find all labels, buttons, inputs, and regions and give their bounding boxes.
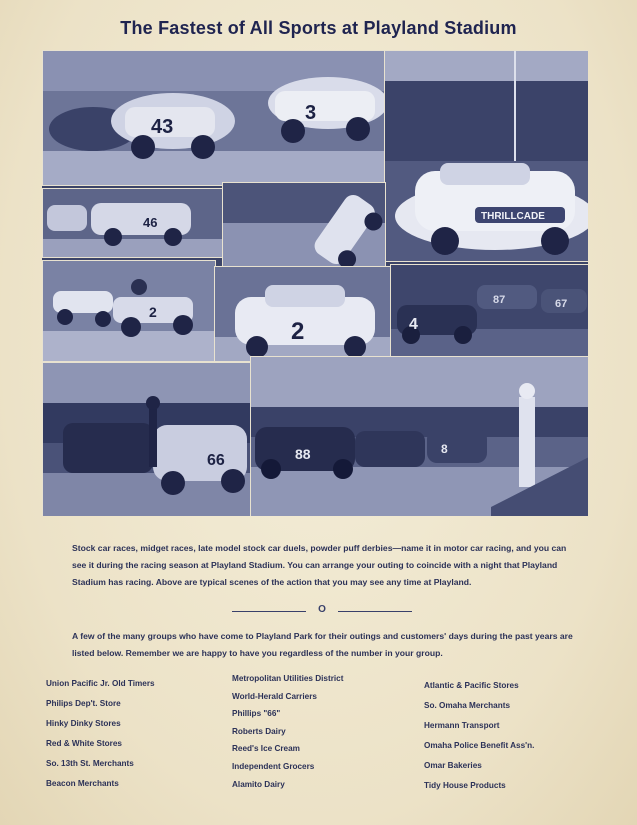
- sign-text: THRILLCADE: [481, 211, 545, 222]
- group-name: Metropolitan Utilities District: [232, 674, 344, 683]
- group-name: Tidy House Products: [424, 781, 506, 790]
- group-name: Phillips "66": [232, 709, 281, 719]
- page-title: The Fastest of All Sports at Playland Stadium: [120, 18, 517, 38]
- car-number-label: 2: [291, 318, 305, 345]
- photo-collage: [42, 50, 588, 516]
- group-name: Independent Grocers: [232, 761, 315, 771]
- group-name: Hermann Transport: [424, 721, 500, 730]
- group-name: Omar Bakeries: [424, 761, 482, 770]
- group-name: Alamito Dairy: [232, 779, 285, 789]
- photo-thrillcade-car: [384, 50, 588, 262]
- divider-mark: O: [318, 604, 326, 615]
- car-number-label: 43: [151, 116, 174, 138]
- groups-column-3: [424, 676, 534, 796]
- photo-car-2-white: [214, 266, 392, 362]
- photo-midget-racers: [42, 260, 216, 362]
- car-number-label: 8: [441, 442, 448, 456]
- group-name: So. 13th St. Merchants: [46, 759, 134, 768]
- car-number-label: 3: [305, 102, 317, 124]
- car-number-label: 46: [143, 215, 158, 230]
- car-number-label: 87: [493, 294, 506, 306]
- group-name: World-Herald Carriers: [232, 691, 317, 701]
- divider-line-left: [232, 611, 306, 612]
- car-number-label: 2: [149, 304, 157, 320]
- photo-cars-4-87-67: [390, 264, 588, 358]
- group-name: Philips Dep't. Store: [46, 699, 121, 708]
- groups-intro: A few of the many groups who have come to Playland Park for their outings and customers' days during the past years are listed below. Remember we are happy to have you regardless of the number in your group.: [72, 631, 573, 658]
- photo-car-flip: [222, 182, 386, 268]
- divider: [232, 606, 412, 616]
- groups-column-1: [46, 674, 155, 794]
- group-name: Hinky Dinky Stores: [46, 719, 121, 728]
- car-number-label: 66: [207, 452, 225, 469]
- photo-starting-line-88: [250, 356, 588, 516]
- car-number-label: 88: [295, 446, 311, 462]
- photo-stock-cars-43-3: [42, 50, 386, 186]
- car-number-label: 4: [409, 316, 418, 333]
- group-name: Beacon Merchants: [46, 779, 119, 788]
- group-name: Reed's Ice Cream: [232, 744, 300, 754]
- photo-car-46: [42, 188, 224, 258]
- group-name: Red & White Stores: [46, 739, 122, 748]
- divider-line-right: [338, 611, 412, 612]
- group-name: Atlantic & Pacific Stores: [424, 681, 519, 690]
- group-name: Omaha Police Benefit Ass'n.: [424, 741, 535, 750]
- car-number-label: 67: [555, 298, 568, 310]
- groups-column-2: [232, 670, 343, 793]
- photo-grandstand-66: [42, 362, 252, 516]
- group-name: Union Pacific Jr. Old Timers: [46, 679, 155, 688]
- group-name: So. Omaha Merchants: [424, 701, 510, 710]
- group-name: Roberts Dairy: [232, 726, 286, 736]
- racing-description: Stock car races, midget races, late model stock car duels, powder puff derbies—name it in motor car racing, and you can see it during the racing season at Playland Stadium. You can arrange your outing to coincide with a night that Playland Stadium has racing. Above are typical scenes of the action that you may see any time at Playland.: [72, 543, 567, 587]
